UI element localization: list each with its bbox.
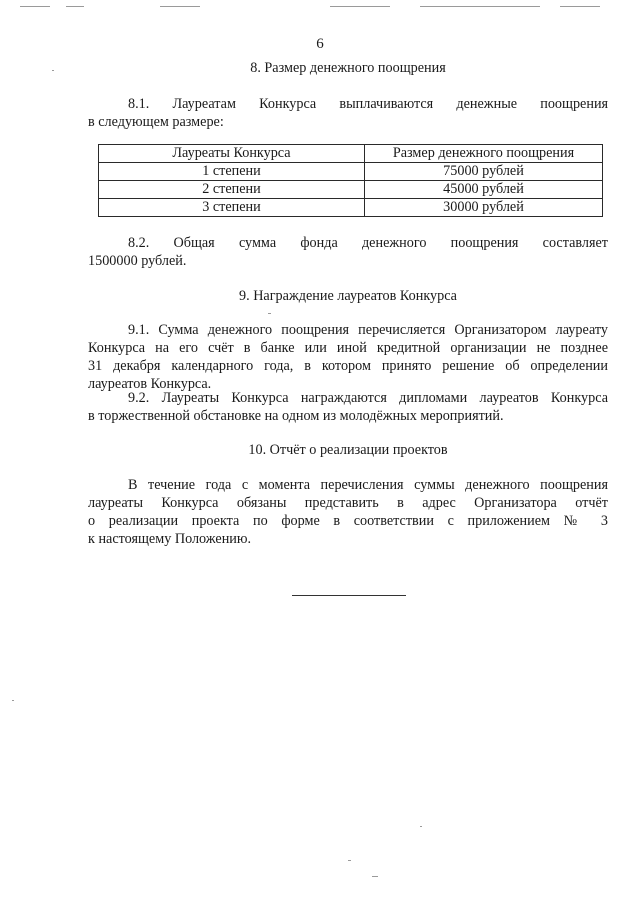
table-cell-degree: 3 степени: [99, 199, 365, 217]
paragraph-9-1-line-last: лауреатов Конкурса.: [88, 376, 212, 392]
paragraph-10-line-last: к настоящему Положению.: [88, 531, 252, 547]
word: Лауреатам: [172, 96, 236, 112]
paragraph-10-line: В течение года с момента перечисления суммы денежного поощрения: [128, 477, 608, 493]
paragraph-9-1: [88, 321, 608, 393]
paragraph-8-1: [88, 95, 608, 131]
table-row: [99, 163, 603, 181]
word: денежные: [456, 96, 518, 112]
word: сумма: [238, 235, 277, 251]
word: поощрения: [450, 235, 519, 251]
word: фонда: [300, 235, 338, 251]
table-cell-amount: 30000 рублей: [365, 199, 603, 217]
scan-artifact: [372, 876, 378, 877]
word: 8.1.: [128, 96, 150, 112]
paragraph-9-1-line: 9.1. Сумма денежного поощрения перечисляется Организатором лауреату: [128, 322, 608, 338]
scan-artifact: [420, 6, 540, 7]
table-cell-degree: 2 степени: [99, 181, 365, 199]
scan-artifact: [12, 700, 14, 701]
page-number: 6: [316, 36, 324, 52]
word: поощрения: [540, 96, 609, 112]
paragraph-8-2-line-2: 1500000 рублей.: [88, 253, 187, 269]
table-cell-amount: 75000 рублей: [365, 163, 603, 181]
scan-artifact: [52, 70, 54, 71]
table-cell-degree: 1 степени: [99, 163, 365, 181]
paragraph-8-1-line-1: [88, 95, 608, 113]
scan-artifact: [160, 6, 200, 7]
scan-artifact: [330, 6, 390, 7]
word: денежного: [361, 235, 427, 251]
word: 8.2. Общая: [128, 235, 215, 251]
column-header-amount: Размер денежного поощрения: [365, 145, 603, 163]
table-row: [99, 199, 603, 217]
paragraph-9-2-line: 9.2. Лауреаты Конкурса награждаются дипломами лауреатов Конкурса: [128, 390, 608, 406]
table-cell-amount: 45000 рублей: [365, 181, 603, 199]
paragraph-9-2: [88, 389, 608, 425]
table-header-row: [99, 145, 603, 163]
scan-artifact: [560, 6, 600, 7]
paragraph-10: [88, 476, 608, 548]
scan-artifact: [268, 313, 271, 314]
paragraph-8-1-line-2: в следующем размере:: [88, 114, 224, 130]
scan-artifact: [20, 6, 50, 7]
section-8-title: 8. Размер денежного поощрения: [250, 60, 446, 76]
section-9-title: 9. Награждение лауреатов Конкурса: [239, 288, 457, 304]
table-row: [99, 181, 603, 199]
paragraph-8-2-line-1: [88, 234, 608, 252]
section-10-title: 10. Отчёт о реализации проектов: [248, 442, 448, 458]
word: выплачиваются: [339, 96, 434, 112]
paragraph-9-1-line: Конкурса на его счёт в банке или иной кредитной организации не позднее: [88, 340, 608, 356]
paragraph-9-2-line-last: в торжественной обстановке на одном из молодёжных мероприятий.: [88, 408, 504, 424]
paragraph-10-line: о реализации проекта по форме в соответствии с приложением № 3: [88, 513, 608, 529]
paragraph-10-line: лауреаты Конкурса обязаны представить в адрес Организатора отчёт: [88, 495, 608, 511]
paragraph-9-1-line: 31 декабря календарного года, в котором принято решение об определении: [88, 358, 608, 374]
closing-divider-line: [292, 595, 406, 596]
scan-artifact: [348, 860, 351, 861]
scan-artifact: [420, 826, 422, 827]
paragraph-8-2: [88, 234, 608, 270]
award-table: [98, 144, 603, 217]
scan-artifact: [66, 6, 84, 7]
column-header-laureates: Лауреаты Конкурса: [99, 145, 365, 163]
word: составляет: [542, 235, 608, 251]
word: Конкурса: [259, 96, 317, 112]
